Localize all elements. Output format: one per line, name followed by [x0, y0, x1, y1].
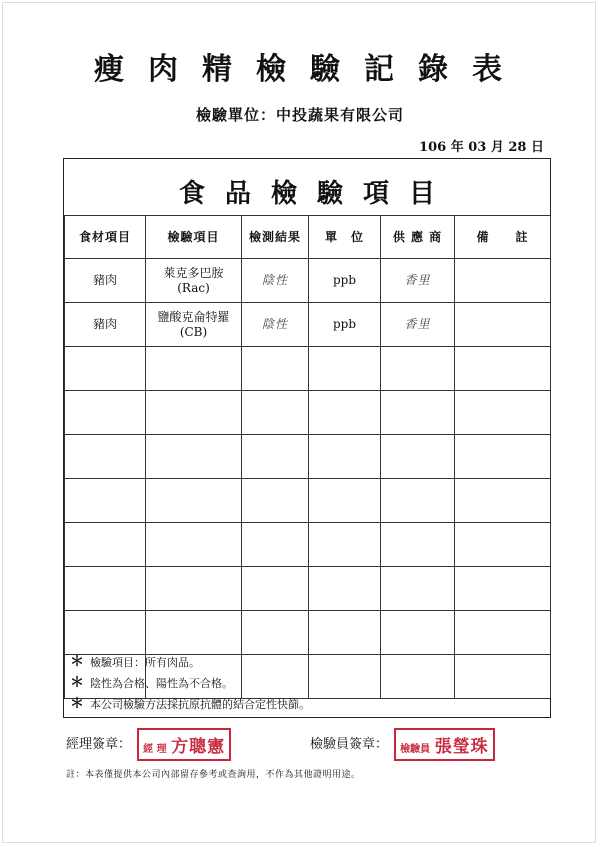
- cell-result-handwritten: 陰性: [242, 303, 309, 347]
- notes-list: [70, 652, 310, 715]
- table-header-row: [65, 216, 551, 259]
- inspector-signature: [310, 728, 495, 761]
- header-remark: 備 註: [455, 216, 551, 259]
- inspection-frame: [63, 158, 551, 718]
- manager-stamp: [137, 728, 231, 761]
- manager-stamp-title: 經 理: [143, 744, 167, 755]
- cell-result-handwritten: 陰性: [242, 259, 309, 303]
- manager-label: 經理簽章：: [66, 737, 132, 752]
- note-marker: ＊: [70, 696, 84, 712]
- header-unit: 單 位: [309, 216, 381, 259]
- test-name: 鹽酸克侖特羅: [157, 309, 230, 324]
- inspector-stamp: [394, 728, 495, 761]
- manager-signature: [66, 728, 231, 761]
- inspection-unit: 檢驗單位：中投蔬果有限公司: [195, 106, 404, 124]
- document-title: 瘦肉精檢驗記錄表: [94, 52, 526, 87]
- cell-unit: ppb: [309, 303, 381, 347]
- note-item: ＊ 檢驗項目：所有肉品。: [70, 654, 200, 670]
- table-row-empty: [65, 611, 551, 655]
- cell-supplier-handwritten: 香里: [381, 303, 455, 347]
- table-row: [65, 303, 551, 347]
- table-row-empty: [65, 435, 551, 479]
- inspector-label: 檢驗員簽章：: [310, 737, 389, 752]
- table-row-empty: [65, 347, 551, 391]
- document-date: 106 年 03 月 28 日: [419, 140, 544, 155]
- cell-food-item: 豬肉: [65, 259, 146, 303]
- test-name: 萊克多巴胺: [163, 265, 224, 280]
- table-row-empty: [65, 523, 551, 567]
- header-food-item: 食材項目: [65, 216, 146, 259]
- footnote: 註：本表僅提供本公司內部留存參考或查詢用，不作為其他證明用途。: [66, 770, 361, 780]
- table-row: [65, 259, 551, 303]
- note-marker: ＊: [70, 675, 84, 691]
- note-marker: ＊: [70, 654, 84, 670]
- test-code: (Rac): [177, 280, 210, 295]
- cell-unit: ppb: [309, 259, 381, 303]
- cell-test-item: [146, 259, 242, 303]
- cell-food-item: 豬肉: [65, 303, 146, 347]
- cell-test-item: [146, 303, 242, 347]
- cell-remark: [455, 259, 551, 303]
- header-test-item: 檢驗項目: [146, 216, 242, 259]
- table-row-empty: [65, 479, 551, 523]
- test-code: (CB): [179, 324, 208, 339]
- table-row-empty: [65, 391, 551, 435]
- header-result: 檢測結果: [242, 216, 309, 259]
- inspection-table: [64, 215, 551, 699]
- note-item: ＊ 陰性為合格、陽性為不合格。: [70, 675, 233, 691]
- section-title: 食品檢驗項目: [178, 179, 455, 209]
- inspector-stamp-name: 張瑩珠: [434, 737, 489, 757]
- cell-remark: [455, 303, 551, 347]
- cell-supplier-handwritten: 香里: [381, 259, 455, 303]
- inspector-stamp-title: 檢驗員: [400, 744, 431, 755]
- table-row-empty: [65, 567, 551, 611]
- note-item: ＊ 本公司檢驗方法採抗原抗體的結合定性快篩。: [70, 696, 310, 712]
- manager-stamp-name: 方聰憲: [171, 737, 226, 757]
- header-supplier: 供 應 商: [381, 216, 455, 259]
